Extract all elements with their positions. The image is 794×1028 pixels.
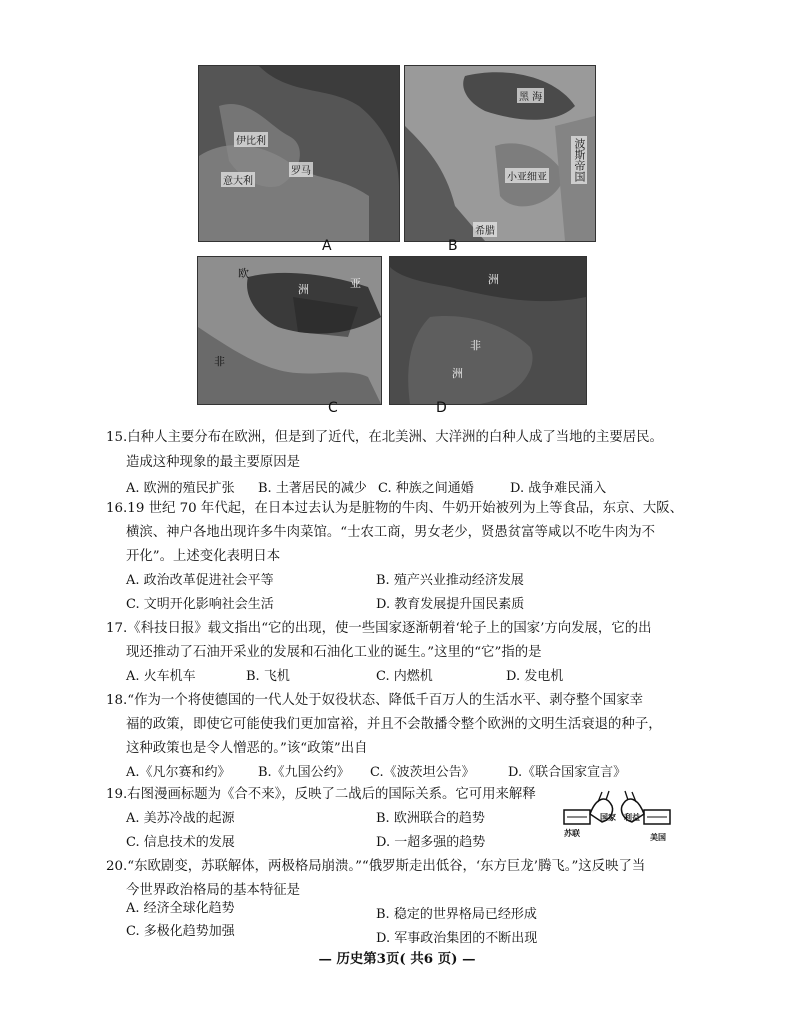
q15-option-b: B. 土著居民的减少 <box>258 481 367 496</box>
cartoon-label-ussr: 苏联 <box>564 829 580 838</box>
map-c <box>197 256 382 405</box>
map-d-caption: D <box>436 400 447 416</box>
map-a-terrain <box>199 66 399 241</box>
map-b-label-2: 波斯帝国 <box>573 138 586 182</box>
page-footer: — 历史第3页( 共6 页) — <box>318 951 476 967</box>
cartoon-incompatible <box>562 788 672 842</box>
q18-line-3: 这种政策也是令人憎恶的。”该“政策”出自 <box>126 741 368 756</box>
q17-stem-1: 《科技日报》载文指出“它的出现，使一些国家逐渐朝着‘轮子上的国家’方向发展，它的出 <box>127 621 652 636</box>
q16-option-c: C. 文明开化影响社会生活 <box>126 597 274 612</box>
map-c-label-1: 欧 <box>238 267 249 280</box>
map-d-label-2: 非 <box>470 339 481 352</box>
q20-stem-1: “东欧剧变，苏联解体，两极格局崩溃。”“俄罗斯走出低谷，‘东方巨龙’腾飞。”这反映了当 <box>127 859 646 874</box>
q15-number: 15. <box>106 430 128 445</box>
q18-stem-1: “作为一个将使德国的一代人处于奴役状态、降低千百万人的生活水平、剥夺整个国家幸 <box>127 693 643 708</box>
map-b-terrain <box>405 66 595 241</box>
cartoon-label-interest: 利益 <box>624 813 640 822</box>
q15-option-d: D. 战争难民涌入 <box>510 481 607 496</box>
q19-line-1 <box>106 783 536 802</box>
q17-option-d: D. 发电机 <box>506 669 564 684</box>
q17-option-c: C. 内燃机 <box>376 669 433 684</box>
q20-line-1 <box>106 855 645 874</box>
q20-option-b: B. 稳定的世界格局已经形成 <box>376 907 537 922</box>
q20-option-a: A. 经济全球化趋势 <box>126 901 235 916</box>
map-c-label-4: 非 <box>214 355 225 368</box>
q17-line-1 <box>106 617 652 636</box>
q18-option-b: B.《九国公约》 <box>258 765 350 780</box>
map-b-label-1: 黑 海 <box>517 88 544 103</box>
q20-option-d: D. 军事政治集团的不断出现 <box>376 931 538 946</box>
q19-option-d: D. 一超多强的趋势 <box>376 835 486 850</box>
q20-line-2: 今世界政治格局的基本特征是 <box>126 883 301 898</box>
q19-number: 19. <box>106 787 128 802</box>
q16-option-a: A. 政治改革促进社会平等 <box>126 573 274 588</box>
q17-option-b: B. 飞机 <box>246 669 290 684</box>
q18-line-2: 福的政策，即使它可能使我们更加富裕，并且不会散播令整个欧洲的文明生活衰退的种子， <box>126 717 662 732</box>
q15-option-c: C. 种族之间通婚 <box>378 481 474 496</box>
map-c-caption: C <box>328 400 338 416</box>
q19-option-a: A. 美苏冷战的起源 <box>126 811 235 826</box>
map-d <box>389 256 587 405</box>
map-d-label-3: 洲 <box>452 367 463 380</box>
q16-line-2: 横滨、神户各地出现许多牛肉菜馆。“士农工商，男女老少，贤愚贫富等咸以不吃牛肉为不 <box>126 525 656 540</box>
map-c-label-3: 亚 <box>350 277 361 290</box>
map-b <box>404 65 596 242</box>
map-a <box>198 65 400 242</box>
q17-option-a: A. 火车机车 <box>126 669 196 684</box>
q18-line-1 <box>106 689 643 708</box>
map-c-label-2: 洲 <box>298 283 309 296</box>
q16-line-1 <box>106 497 683 516</box>
q20-number: 20. <box>106 859 128 874</box>
q18-option-c: C.《波茨坦公告》 <box>370 765 475 780</box>
map-a-label-1: 伊比利 <box>234 132 268 147</box>
q19-option-c: C. 信息技术的发展 <box>126 835 235 850</box>
map-b-label-4: 希腊 <box>473 222 497 237</box>
map-a-label-2: 罗马 <box>289 162 313 177</box>
map-a-label-3: 意大利 <box>221 172 255 187</box>
q16-option-d: D. 教育发展提升国民素质 <box>376 597 525 612</box>
map-d-label-1: 洲 <box>488 273 499 286</box>
q15-option-a: A. 欧洲的殖民扩张 <box>126 481 235 496</box>
q15-line-2: 造成这种现象的最主要原因是 <box>126 455 301 470</box>
cartoon-label-state: 国家 <box>600 813 616 822</box>
q15-line-1 <box>106 426 663 445</box>
q18-option-d: D.《联合国家宣言》 <box>508 765 627 780</box>
q16-number: 16. <box>106 501 128 516</box>
map-a-caption: A <box>322 238 332 254</box>
q20-option-c: C. 多极化趋势加强 <box>126 924 235 939</box>
q15-stem-1: 白种人主要分布在欧洲，但是到了近代，在北美洲、大洋洲的白种人成了当地的主要居民。 <box>127 430 663 445</box>
q16-line-3: 开化”。上述变化表明日本 <box>126 549 281 564</box>
q18-option-a: A.《凡尔赛和约》 <box>126 765 231 780</box>
cartoon-label-usa: 美国 <box>650 833 666 842</box>
q17-line-2: 现还推动了石油开采业的发展和石油化工业的诞生。”这里的“它”指的是 <box>126 645 542 660</box>
q18-number: 18. <box>106 693 128 708</box>
q19-stem-1: 右图漫画标题为《合不来》，反映了二战后的国际关系。它可用来解释 <box>127 787 536 802</box>
map-b-caption: B <box>448 238 458 254</box>
q17-number: 17. <box>106 621 128 636</box>
q16-stem-1: 19 世纪 70 年代起，在日本过去认为是脏物的牛肉、牛奶开始被列为上等食品，东京、大阪、 <box>127 501 683 516</box>
map-b-label-3: 小亚细亚 <box>505 168 549 183</box>
q16-option-b: B. 殖产兴业推动经济发展 <box>376 573 524 588</box>
q19-option-b: B. 欧洲联合的趋势 <box>376 811 485 826</box>
